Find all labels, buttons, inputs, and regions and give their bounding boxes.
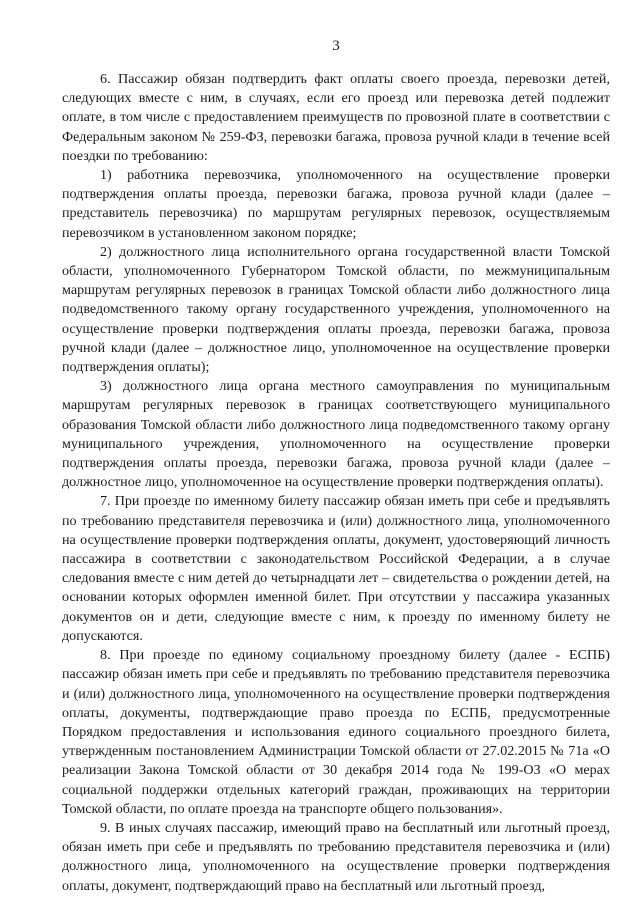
- page-number: 3: [332, 38, 340, 54]
- paragraph-6-item-3: 3) должностного лица органа местного самоуправления по муниципальным маршрутам регулярных перевозок в границах соответствующего муниципального образования Томской области либо должностного лица подведомственного такому органу муниципального учреждения, уполномоченного на осуществление проверки подтверждения оплаты проезда, перевозки багажа, провоза ручной клади (далее – должностное лицо, уполномоченное на осуществление проверки подтверждения оплаты).: [62, 378, 610, 491]
- paragraph-6-item-2: 2) должностного лица исполнительного органа государственной власти Томской области, уполномоченного Губернатором Томской области, по межмуниципальным маршрутам регулярных перевозок в границах Томской области либо должностного лица подведомственного такому органу государственного учреждения, уполномоченного на осуществление проверки подтверждения оплаты проезда, перевозки багажа, провоза ручной клади (далее – должностное лицо, уполномоченное на осуществление проверки подтверждения оплаты);: [62, 243, 610, 376]
- paragraph-6-item-1: 1) работника перевозчика, уполномоченного на осуществление проверки подтверждения оплаты проезда, перевозки багажа, провоза ручной клади (далее – представитель перевозчика) по маршрутам регулярных перевозок, осуществляемым перевозчиком в установленном законом порядке;: [62, 167, 610, 241]
- paragraph-6: 6. Пассажир обязан подтвердить факт оплаты своего проезда, перевозки детей, следующих вместе с ним, в случаях, если его проезд или перевозка детей подлежит оплате, в том числе с предоставлением преимуществ по провозной плате в соответствии с Федеральным законом № 259-ФЗ, перевозки багажа, провоза ручной клади в течение всей поездки по требованию:: [62, 71, 610, 164]
- paragraph-9: 9. В иных случаях пассажир, имеющий право на бесплатный или льготный проезд, обязан иметь при себе и предъявлять по требованию представителя перевозчика и (или) должностного лица, уполномоченного на осуществление проверки подтверждения оплаты, документ, подтверждающий право на бесплатный или льготный проезд,: [62, 819, 610, 894]
- paragraph-7: 7. При проезде по именному билету пассажир обязан иметь при себе и предъявлять по требованию представителя перевозчика и (или) должностного лица, уполномоченного на осуществление проверки подтверждения оплаты, документ, удостоверяющий личность пассажира в соответствии с законодательством Российской Федерации, а в случае следования вместе с ним детей до четырнадцати лет – свидетельства о рождении детей, на основании которых оформлен именной билет. При отсутствии у пассажира указанных документов он и дети, следующие вместе с ним, к проезду по именному билету не допускаются.: [62, 493, 610, 644]
- paragraph-8: 8. При проезде по единому социальному проездному билету (далее - ЕСПБ) пассажир обязан иметь при себе и предъявлять по требованию представителя перевозчика и (или) должностного лица, уполномоченного на осуществление проверки подтверждения оплаты, документы, подтверждающие право проезда по ЕСПБ, предусмотренные Порядком предоставления и использования единого социального проездного билета, утвержденным постановлением Администрации Томской области от 27.02.2015 № 71а «О реализации Закона Томской области от 30 декабря 2014 года № 199-ОЗ «О мерах социальной поддержки отдельных категорий граждан, проживающих на территории Томской области, по оплате проезда на транспорте общего пользования».: [62, 647, 610, 817]
